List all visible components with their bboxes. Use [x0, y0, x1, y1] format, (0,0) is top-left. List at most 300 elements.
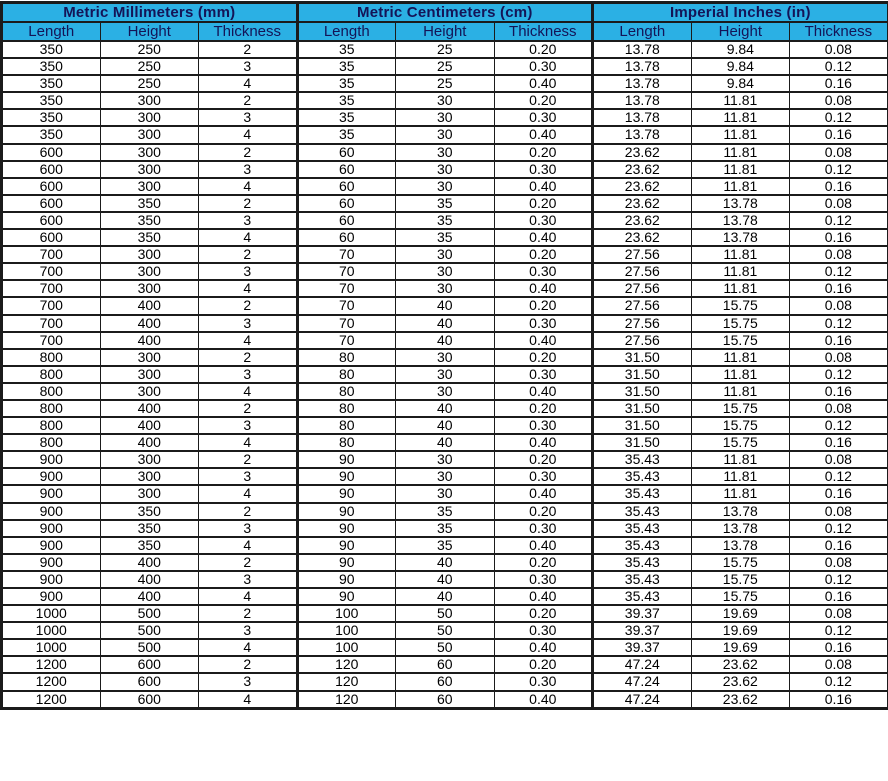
cell-cm-length: 35 [297, 109, 396, 126]
cell-in-thickness: 0.16 [790, 537, 888, 554]
cell-in-height: 11.81 [691, 92, 790, 109]
cell-mm-thickness: 4 [199, 691, 298, 709]
cell-in-length: 35.43 [593, 520, 692, 537]
cell-mm-length: 900 [2, 468, 101, 485]
table-row [2, 451, 888, 468]
cell-in-height: 19.69 [691, 605, 790, 622]
cell-cm-height: 40 [396, 588, 495, 605]
cell-cm-height: 60 [396, 691, 495, 709]
cell-mm-length: 600 [2, 212, 101, 229]
cell-in-thickness: 0.08 [790, 41, 888, 58]
cell-mm-length: 1200 [2, 656, 101, 673]
cell-mm-thickness: 3 [199, 58, 298, 75]
cell-in-thickness: 0.16 [790, 229, 888, 246]
cell-cm-thickness: 0.40 [494, 126, 593, 143]
cell-mm-length: 350 [2, 75, 101, 92]
cell-mm-height: 300 [100, 451, 199, 468]
col-header-in-length: Length [593, 22, 692, 41]
cell-mm-length: 350 [2, 58, 101, 75]
cell-cm-height: 60 [396, 656, 495, 673]
cell-in-length: 13.78 [593, 75, 692, 92]
cell-mm-height: 400 [100, 571, 199, 588]
cell-cm-length: 100 [297, 605, 396, 622]
table-row [2, 639, 888, 656]
cell-in-height: 15.75 [691, 417, 790, 434]
cell-cm-thickness: 0.40 [494, 485, 593, 502]
cell-in-height: 11.81 [691, 280, 790, 297]
cell-cm-thickness: 0.20 [494, 554, 593, 571]
cell-mm-height: 350 [100, 537, 199, 554]
cell-in-thickness: 0.16 [790, 639, 888, 656]
cell-in-thickness: 0.08 [790, 451, 888, 468]
cell-in-height: 11.81 [691, 161, 790, 178]
cell-cm-length: 70 [297, 246, 396, 263]
cell-mm-thickness: 2 [199, 297, 298, 314]
cell-cm-length: 70 [297, 315, 396, 332]
cell-in-height: 11.81 [691, 485, 790, 502]
cell-in-thickness: 0.16 [790, 434, 888, 451]
cell-mm-height: 300 [100, 144, 199, 161]
cell-mm-height: 400 [100, 400, 199, 417]
cell-cm-height: 25 [396, 75, 495, 92]
cell-mm-height: 350 [100, 195, 199, 212]
table-row [2, 92, 888, 109]
cell-cm-height: 30 [396, 178, 495, 195]
cell-cm-height: 35 [396, 195, 495, 212]
cell-cm-height: 50 [396, 639, 495, 656]
cell-cm-thickness: 0.40 [494, 280, 593, 297]
cell-cm-length: 60 [297, 195, 396, 212]
cell-mm-height: 350 [100, 229, 199, 246]
table-row [2, 315, 888, 332]
cell-cm-height: 30 [396, 451, 495, 468]
cell-mm-length: 700 [2, 297, 101, 314]
cell-in-thickness: 0.12 [790, 263, 888, 280]
cell-in-length: 31.50 [593, 383, 692, 400]
cell-in-height: 11.81 [691, 366, 790, 383]
cell-mm-height: 600 [100, 691, 199, 709]
cell-mm-height: 250 [100, 41, 199, 58]
cell-cm-length: 80 [297, 434, 396, 451]
cell-in-length: 35.43 [593, 485, 692, 502]
cell-mm-length: 900 [2, 537, 101, 554]
group-header-metric-mm: Metric Millimeters (mm) [2, 3, 298, 23]
cell-mm-length: 600 [2, 195, 101, 212]
cell-mm-length: 900 [2, 588, 101, 605]
cell-in-thickness: 0.16 [790, 178, 888, 195]
cell-in-length: 23.62 [593, 229, 692, 246]
cell-in-thickness: 0.12 [790, 315, 888, 332]
cell-in-length: 47.24 [593, 656, 692, 673]
cell-mm-height: 400 [100, 434, 199, 451]
cell-in-thickness: 0.16 [790, 332, 888, 349]
cell-mm-length: 350 [2, 41, 101, 58]
cell-in-thickness: 0.08 [790, 503, 888, 520]
cell-cm-height: 40 [396, 297, 495, 314]
cell-mm-thickness: 4 [199, 485, 298, 502]
cell-mm-length: 900 [2, 503, 101, 520]
cell-in-thickness: 0.12 [790, 468, 888, 485]
cell-mm-length: 900 [2, 554, 101, 571]
cell-cm-height: 35 [396, 229, 495, 246]
cell-in-thickness: 0.08 [790, 605, 888, 622]
cell-in-length: 27.56 [593, 297, 692, 314]
cell-cm-length: 90 [297, 485, 396, 502]
cell-in-height: 15.75 [691, 297, 790, 314]
cell-in-thickness: 0.12 [790, 571, 888, 588]
cell-mm-thickness: 4 [199, 537, 298, 554]
cell-in-length: 13.78 [593, 109, 692, 126]
cell-mm-thickness: 4 [199, 588, 298, 605]
table-body [2, 41, 888, 708]
cell-in-height: 11.81 [691, 383, 790, 400]
cell-in-height: 9.84 [691, 75, 790, 92]
cell-mm-height: 400 [100, 297, 199, 314]
cell-cm-thickness: 0.20 [494, 92, 593, 109]
cell-cm-height: 30 [396, 246, 495, 263]
cell-cm-height: 50 [396, 622, 495, 639]
cell-cm-thickness: 0.40 [494, 537, 593, 554]
cell-in-length: 13.78 [593, 126, 692, 143]
col-header-mm-thickness: Thickness [199, 22, 298, 41]
cell-mm-thickness: 4 [199, 332, 298, 349]
cell-mm-height: 300 [100, 383, 199, 400]
cell-in-thickness: 0.16 [790, 588, 888, 605]
cell-cm-length: 70 [297, 332, 396, 349]
cell-cm-thickness: 0.30 [494, 468, 593, 485]
cell-cm-thickness: 0.30 [494, 212, 593, 229]
cell-cm-height: 40 [396, 434, 495, 451]
cell-in-thickness: 0.08 [790, 144, 888, 161]
cell-mm-thickness: 3 [199, 366, 298, 383]
group-header-imperial-in: Imperial Inches (in) [593, 3, 888, 23]
cell-mm-length: 800 [2, 417, 101, 434]
cell-in-thickness: 0.12 [790, 366, 888, 383]
cell-in-height: 15.75 [691, 571, 790, 588]
table-row [2, 691, 888, 709]
group-header-row [2, 3, 888, 23]
table-row [2, 468, 888, 485]
table-row [2, 246, 888, 263]
col-header-in-thickness: Thickness [790, 22, 888, 41]
cell-cm-length: 80 [297, 366, 396, 383]
cell-cm-length: 35 [297, 92, 396, 109]
cell-cm-height: 30 [396, 263, 495, 280]
cell-in-thickness: 0.16 [790, 75, 888, 92]
cell-cm-thickness: 0.40 [494, 588, 593, 605]
cell-cm-length: 90 [297, 503, 396, 520]
cell-mm-length: 700 [2, 332, 101, 349]
cell-cm-height: 30 [396, 161, 495, 178]
cell-in-height: 19.69 [691, 622, 790, 639]
cell-cm-thickness: 0.40 [494, 332, 593, 349]
cell-cm-height: 40 [396, 571, 495, 588]
cell-in-length: 35.43 [593, 588, 692, 605]
cell-in-height: 19.69 [691, 639, 790, 656]
group-header-metric-cm: Metric Centimeters (cm) [297, 3, 593, 23]
cell-cm-thickness: 0.40 [494, 691, 593, 709]
cell-mm-thickness: 2 [199, 246, 298, 263]
cell-mm-height: 300 [100, 485, 199, 502]
table-row [2, 383, 888, 400]
cell-mm-thickness: 4 [199, 434, 298, 451]
table-row [2, 571, 888, 588]
cell-mm-height: 300 [100, 126, 199, 143]
cell-mm-length: 700 [2, 246, 101, 263]
cell-in-length: 47.24 [593, 691, 692, 709]
cell-in-thickness: 0.12 [790, 212, 888, 229]
cell-mm-thickness: 3 [199, 520, 298, 537]
cell-in-height: 9.84 [691, 41, 790, 58]
cell-in-height: 15.75 [691, 400, 790, 417]
cell-cm-thickness: 0.20 [494, 349, 593, 366]
cell-in-height: 11.81 [691, 178, 790, 195]
cell-in-length: 35.43 [593, 554, 692, 571]
cell-cm-thickness: 0.30 [494, 161, 593, 178]
cell-in-thickness: 0.08 [790, 400, 888, 417]
cell-mm-height: 250 [100, 58, 199, 75]
cell-mm-thickness: 2 [199, 400, 298, 417]
cell-mm-thickness: 4 [199, 75, 298, 92]
cell-cm-length: 35 [297, 126, 396, 143]
cell-mm-thickness: 2 [199, 41, 298, 58]
cell-mm-thickness: 4 [199, 639, 298, 656]
cell-in-height: 13.78 [691, 537, 790, 554]
cell-in-length: 35.43 [593, 451, 692, 468]
cell-cm-thickness: 0.30 [494, 571, 593, 588]
cell-cm-height: 60 [396, 673, 495, 690]
table-row [2, 434, 888, 451]
cell-in-thickness: 0.16 [790, 383, 888, 400]
cell-in-length: 31.50 [593, 417, 692, 434]
cell-in-thickness: 0.12 [790, 109, 888, 126]
cell-in-height: 13.78 [691, 520, 790, 537]
cell-mm-height: 300 [100, 366, 199, 383]
cell-in-length: 31.50 [593, 366, 692, 383]
cell-mm-height: 300 [100, 263, 199, 280]
cell-mm-height: 300 [100, 246, 199, 263]
cell-mm-thickness: 4 [199, 126, 298, 143]
cell-cm-length: 120 [297, 673, 396, 690]
cell-cm-thickness: 0.20 [494, 297, 593, 314]
col-header-mm-height: Height [100, 22, 199, 41]
cell-cm-thickness: 0.30 [494, 520, 593, 537]
cell-in-length: 47.24 [593, 673, 692, 690]
cell-in-length: 23.62 [593, 195, 692, 212]
table-row [2, 400, 888, 417]
cell-cm-length: 90 [297, 554, 396, 571]
cell-mm-height: 400 [100, 315, 199, 332]
cell-mm-height: 350 [100, 503, 199, 520]
cell-mm-thickness: 3 [199, 263, 298, 280]
cell-mm-thickness: 3 [199, 571, 298, 588]
col-header-cm-length: Length [297, 22, 396, 41]
cell-mm-thickness: 3 [199, 468, 298, 485]
table-row [2, 366, 888, 383]
cell-mm-height: 600 [100, 673, 199, 690]
cell-in-thickness: 0.08 [790, 656, 888, 673]
cell-mm-height: 400 [100, 588, 199, 605]
cell-in-length: 13.78 [593, 41, 692, 58]
column-header-row [2, 22, 888, 41]
cell-cm-length: 90 [297, 451, 396, 468]
table-row [2, 605, 888, 622]
cell-mm-thickness: 4 [199, 229, 298, 246]
cell-cm-thickness: 0.30 [494, 366, 593, 383]
cell-mm-thickness: 3 [199, 417, 298, 434]
table-row [2, 280, 888, 297]
cell-mm-height: 400 [100, 332, 199, 349]
table-row [2, 126, 888, 143]
cell-mm-thickness: 2 [199, 349, 298, 366]
table-row [2, 41, 888, 58]
cell-cm-height: 40 [396, 554, 495, 571]
cell-cm-length: 90 [297, 588, 396, 605]
cell-cm-height: 35 [396, 212, 495, 229]
cell-in-thickness: 0.12 [790, 417, 888, 434]
cell-mm-height: 300 [100, 280, 199, 297]
cell-mm-height: 600 [100, 656, 199, 673]
cell-cm-length: 80 [297, 400, 396, 417]
col-header-mm-length: Length [2, 22, 101, 41]
cell-mm-length: 900 [2, 451, 101, 468]
cell-mm-height: 300 [100, 92, 199, 109]
cell-cm-thickness: 0.20 [494, 41, 593, 58]
cell-in-length: 31.50 [593, 349, 692, 366]
col-header-cm-height: Height [396, 22, 495, 41]
cell-in-height: 23.62 [691, 673, 790, 690]
cell-mm-thickness: 2 [199, 451, 298, 468]
cell-mm-length: 1000 [2, 639, 101, 656]
cell-cm-thickness: 0.30 [494, 315, 593, 332]
cell-cm-height: 30 [396, 280, 495, 297]
cell-cm-thickness: 0.40 [494, 178, 593, 195]
cell-in-height: 15.75 [691, 315, 790, 332]
cell-cm-thickness: 0.20 [494, 195, 593, 212]
cell-in-length: 27.56 [593, 246, 692, 263]
cell-in-length: 27.56 [593, 280, 692, 297]
cell-in-length: 23.62 [593, 144, 692, 161]
cell-in-thickness: 0.08 [790, 195, 888, 212]
cell-mm-length: 600 [2, 178, 101, 195]
cell-cm-height: 30 [396, 126, 495, 143]
cell-in-length: 35.43 [593, 537, 692, 554]
cell-in-length: 13.78 [593, 58, 692, 75]
cell-mm-length: 700 [2, 280, 101, 297]
cell-cm-thickness: 0.20 [494, 451, 593, 468]
cell-cm-thickness: 0.30 [494, 263, 593, 280]
cell-in-thickness: 0.12 [790, 161, 888, 178]
cell-in-length: 39.37 [593, 622, 692, 639]
cell-mm-height: 500 [100, 639, 199, 656]
size-conversion-table [0, 1, 888, 710]
cell-cm-length: 100 [297, 622, 396, 639]
table-row [2, 554, 888, 571]
table-row [2, 178, 888, 195]
cell-mm-length: 600 [2, 229, 101, 246]
cell-cm-length: 90 [297, 520, 396, 537]
cell-cm-thickness: 0.30 [494, 417, 593, 434]
table-row [2, 144, 888, 161]
cell-in-height: 23.62 [691, 656, 790, 673]
cell-mm-height: 400 [100, 417, 199, 434]
cell-cm-height: 35 [396, 537, 495, 554]
col-header-cm-thickness: Thickness [494, 22, 593, 41]
cell-cm-height: 40 [396, 417, 495, 434]
table-header [2, 3, 888, 42]
cell-mm-length: 350 [2, 92, 101, 109]
cell-cm-thickness: 0.40 [494, 434, 593, 451]
cell-mm-length: 800 [2, 400, 101, 417]
cell-cm-thickness: 0.30 [494, 673, 593, 690]
cell-in-height: 13.78 [691, 212, 790, 229]
cell-mm-height: 500 [100, 605, 199, 622]
cell-cm-height: 40 [396, 315, 495, 332]
table-row [2, 332, 888, 349]
cell-mm-length: 600 [2, 144, 101, 161]
cell-cm-length: 60 [297, 229, 396, 246]
cell-cm-height: 25 [396, 41, 495, 58]
cell-mm-height: 350 [100, 520, 199, 537]
cell-in-length: 31.50 [593, 434, 692, 451]
cell-mm-height: 350 [100, 212, 199, 229]
cell-cm-thickness: 0.40 [494, 383, 593, 400]
table-row [2, 349, 888, 366]
cell-mm-length: 1200 [2, 673, 101, 690]
cell-cm-thickness: 0.20 [494, 246, 593, 263]
table-row [2, 297, 888, 314]
cell-cm-height: 50 [396, 605, 495, 622]
cell-mm-length: 900 [2, 571, 101, 588]
table-row [2, 622, 888, 639]
cell-cm-length: 35 [297, 75, 396, 92]
cell-in-height: 11.81 [691, 126, 790, 143]
cell-cm-length: 60 [297, 178, 396, 195]
cell-cm-height: 30 [396, 366, 495, 383]
cell-mm-thickness: 2 [199, 92, 298, 109]
cell-cm-height: 35 [396, 503, 495, 520]
cell-cm-thickness: 0.20 [494, 656, 593, 673]
cell-cm-height: 30 [396, 144, 495, 161]
cell-mm-thickness: 3 [199, 109, 298, 126]
cell-in-length: 23.62 [593, 212, 692, 229]
cell-cm-height: 30 [396, 468, 495, 485]
cell-cm-length: 35 [297, 41, 396, 58]
cell-in-height: 13.78 [691, 503, 790, 520]
cell-mm-length: 800 [2, 383, 101, 400]
table-row [2, 656, 888, 673]
cell-cm-length: 70 [297, 263, 396, 280]
cell-in-length: 35.43 [593, 503, 692, 520]
cell-in-length: 23.62 [593, 161, 692, 178]
cell-mm-thickness: 2 [199, 144, 298, 161]
cell-cm-thickness: 0.20 [494, 144, 593, 161]
cell-mm-height: 400 [100, 554, 199, 571]
cell-mm-height: 300 [100, 161, 199, 178]
cell-mm-thickness: 3 [199, 161, 298, 178]
cell-in-thickness: 0.08 [790, 349, 888, 366]
cell-in-height: 13.78 [691, 229, 790, 246]
cell-cm-height: 30 [396, 109, 495, 126]
cell-in-height: 9.84 [691, 58, 790, 75]
cell-in-thickness: 0.16 [790, 485, 888, 502]
cell-in-height: 11.81 [691, 263, 790, 280]
table-row [2, 161, 888, 178]
cell-in-thickness: 0.08 [790, 246, 888, 263]
cell-mm-length: 800 [2, 366, 101, 383]
cell-in-length: 27.56 [593, 263, 692, 280]
cell-in-length: 31.50 [593, 400, 692, 417]
